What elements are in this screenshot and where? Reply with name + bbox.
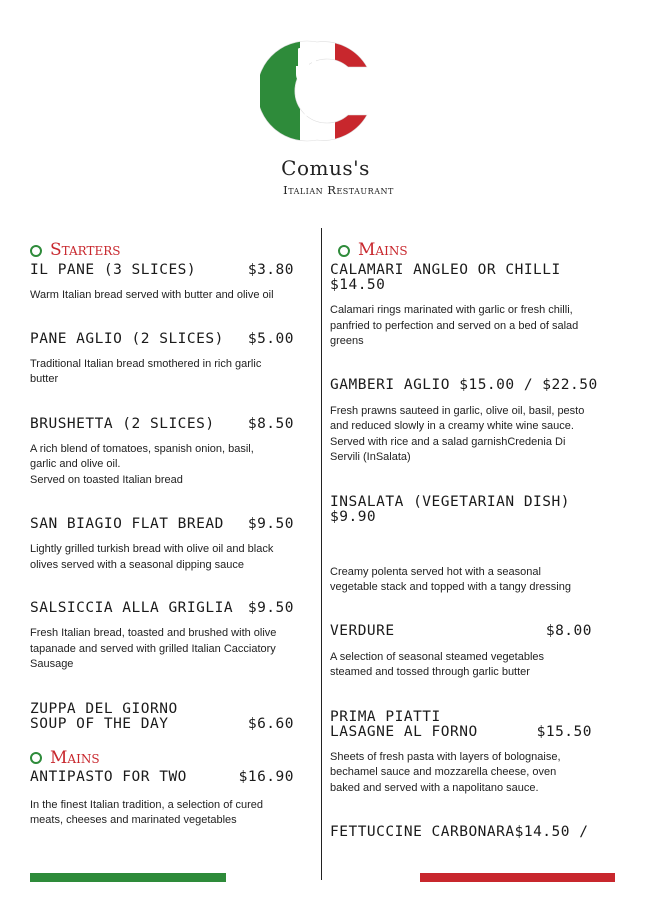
item-price: $9.50 — [247, 600, 294, 616]
right-column — [330, 240, 620, 840]
item-description: Warm Italian bread served with butter and olive oil — [30, 289, 274, 301]
item-name: BRUSHETTA (2 SLICES) — [30, 415, 215, 432]
item-description: In the finest Italian tradition, a selection of cured — [30, 798, 263, 811]
restaurant-name: Comus's — [281, 156, 370, 180]
item-name: SALSICCIA ALLA GRIGLIA — [30, 600, 234, 616]
menu-item — [330, 624, 620, 681]
item-description: greens — [330, 335, 364, 347]
section-header-mains — [330, 240, 620, 260]
item-description: olives served with a seasonal dipping sauce — [30, 558, 245, 571]
item-description: steamed and tossed through garlic butter — [330, 666, 530, 678]
fork-icon — [296, 48, 318, 116]
item-name: ZUPPA DEL GIORNO — [30, 700, 178, 717]
restaurant-subtitle: Italian Restaurant — [283, 183, 394, 197]
item-price: $5.00 — [247, 330, 294, 347]
menu-item — [330, 495, 620, 596]
green-accent-bar — [30, 873, 226, 882]
item-price: $8.50 — [247, 415, 294, 432]
circle-outline-icon — [30, 752, 42, 764]
item-name: PRIMA PIATTI — [330, 708, 441, 725]
menu-item — [30, 770, 300, 829]
item-description: A rich blend of tomatoes, spanish onion, basil, — [30, 442, 254, 455]
item-description: Served with rice and a salad garnishCredenia Di — [330, 435, 566, 448]
menu-item — [330, 263, 620, 350]
restaurant-logo — [260, 40, 375, 142]
item-description: Traditional Italian bread smothered in rich garlic — [30, 357, 262, 370]
menu-item — [30, 332, 300, 388]
menu-item — [330, 825, 620, 840]
left-column — [30, 240, 300, 829]
section-title: Mains — [50, 747, 100, 768]
item-name: FETTUCCINE CARBONARA — [330, 824, 515, 840]
item-price: $14.50 / — [514, 824, 589, 840]
menu-item — [30, 263, 300, 304]
menu-item — [330, 378, 620, 466]
item-description: Creamy polenta served hot with a seasonal — [330, 565, 541, 578]
item-description: garlic and olive oil. — [30, 458, 121, 470]
item-description: and reduced slowly in a creamy white wine sauce. — [330, 420, 574, 432]
item-description: panfried to perfection and served on a bed of salad — [330, 319, 579, 332]
column-divider — [321, 228, 322, 880]
item-price: $3.80 — [247, 262, 294, 278]
item-description: Fresh Italian bread, toasted and brushed with olive — [30, 627, 277, 639]
item-description: meats, cheeses and marinated vegetables — [30, 814, 237, 826]
section-header-starters — [30, 240, 300, 260]
item-price: $14.50 — [330, 277, 386, 293]
section-title: Starters — [50, 240, 121, 260]
section-header-mains — [30, 748, 300, 768]
item-description: butter — [30, 373, 59, 385]
menu-item — [330, 710, 620, 797]
item-name: SAN BIAGIO FLAT BREAD — [30, 516, 224, 532]
item-name: VERDURE — [330, 622, 395, 639]
item-price: $15.50 — [536, 723, 592, 740]
item-name: SOUP OF THE DAY — [30, 715, 169, 732]
item-name: IL PANE (3 SLICES) — [30, 262, 197, 278]
item-price: $9.90 — [330, 508, 377, 525]
circle-outline-icon — [30, 245, 42, 257]
item-description: vegetable stack and topped with a tangy dressing — [330, 581, 571, 593]
item-description: Sheets of fresh pasta with layers of bolognaise, — [330, 750, 561, 763]
item-name: LASAGNE AL FORNO — [330, 723, 478, 740]
item-name: PANE AGLIO (2 SLICES) — [30, 330, 224, 347]
item-price: $15.00 / $22.50 — [459, 376, 598, 393]
item-description: A selection of seasonal steamed vegetables — [330, 650, 545, 663]
item-name: GAMBERI AGLIO — [330, 376, 450, 393]
item-description: Sausage — [30, 658, 74, 670]
menu-item — [30, 702, 300, 732]
item-price: $16.90 — [238, 768, 294, 785]
item-description: Fresh prawns sauteed in garlic, olive oil, basil, pesto — [330, 404, 585, 417]
menu-item — [30, 417, 300, 489]
menu-item — [30, 517, 300, 573]
item-price: $9.50 — [247, 516, 294, 532]
item-description: tapanade and served with grilled Italian Cacciatory — [30, 642, 276, 655]
section-title: Mains — [358, 240, 408, 260]
item-name: CALAMARI ANGLEO OR CHILLI — [330, 262, 561, 278]
item-description: Servili (InSalata) — [330, 451, 411, 463]
item-description: baked and served with a napolitano sauce. — [330, 781, 539, 794]
item-description: Served on toasted Italian bread — [30, 473, 183, 486]
item-price: $6.60 — [247, 715, 294, 732]
menu-item — [30, 601, 300, 673]
item-name: INSALATA (VEGETARIAN DISH) — [330, 493, 570, 510]
item-name: ANTIPASTO FOR TWO — [30, 768, 187, 785]
item-description: Calamari rings marinated with garlic or fresh chilli, — [330, 304, 573, 316]
item-description: Lightly grilled turkish bread with olive oil and black — [30, 543, 274, 555]
circle-outline-icon — [338, 245, 350, 257]
item-price: $8.00 — [545, 622, 592, 639]
red-accent-bar — [420, 873, 615, 882]
item-description: bechamel sauce and mozzarella cheese, oven — [330, 766, 557, 778]
